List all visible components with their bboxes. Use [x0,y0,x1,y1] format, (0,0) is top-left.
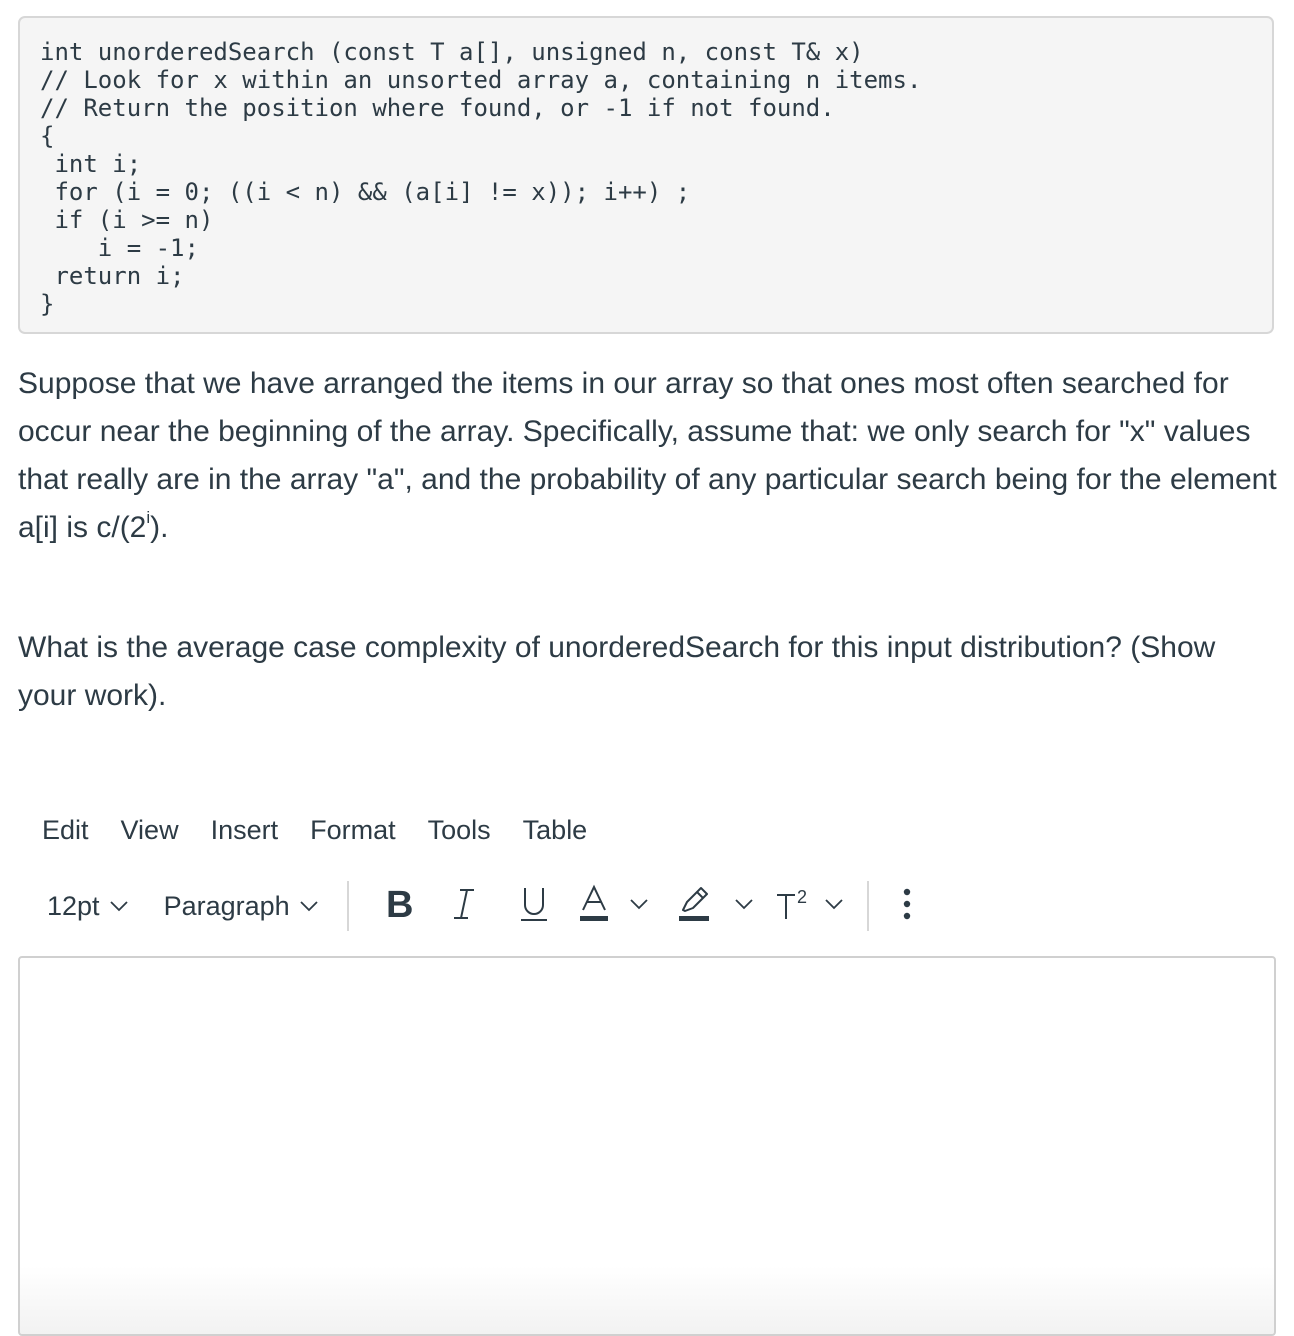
toolbar-divider [867,881,869,931]
svg-text:2: 2 [796,886,807,907]
superscript-button[interactable] [769,876,819,936]
text-color-dropdown[interactable] [619,876,659,936]
menu-tools[interactable]: Tools [427,814,491,845]
menu-edit[interactable]: Edit [42,814,89,845]
block-format-dropdown[interactable] [147,876,337,936]
code-block [18,16,1274,334]
italic-button[interactable] [429,876,499,936]
code-line: for (i = 0; ((i < n) && (a[i] != x)); i++) ; [40,178,691,206]
editor-toolbar [30,876,927,936]
underline-icon [519,885,549,928]
code-line: i = -1; [40,234,199,262]
code-line: } [40,290,55,318]
font-size-value: 12pt [47,890,100,921]
code-line: int unorderedSearch (const T a[], unsigned n, const T& x) [40,38,864,66]
chevron-down-icon [733,893,755,920]
italic-icon [451,886,477,927]
question-paragraph-1 [18,360,1278,552]
bold-button[interactable] [369,876,429,936]
code-line: // Look for x within an unsorted array a, containing n items. [40,66,922,94]
underline-button[interactable] [499,876,569,936]
more-vertical-icon [902,886,912,927]
superscript-icon [774,886,814,927]
question-text-end: ). [150,511,169,544]
question-paragraph-2: What is the average case complexity of unorderedSearch for this input distribution? (Show your work). [18,631,1216,712]
text-color-icon [578,884,610,929]
answer-editor-area[interactable] [18,956,1276,1336]
block-format-value: Paragraph [163,890,290,921]
code-line: { [40,122,55,150]
chevron-down-icon [108,895,130,917]
highlight-icon [677,884,711,929]
svg-text:B: B [385,885,414,922]
code-line: if (i >= n) [40,206,214,234]
font-size-dropdown[interactable] [30,876,147,936]
chevron-down-icon [298,895,320,917]
chevron-down-icon [628,893,650,920]
code-line: // Return the position where found, or -1 if not found. [40,94,835,122]
chevron-down-icon [823,893,845,920]
text-color-button[interactable] [569,876,619,936]
superscript-dropdown[interactable] [819,876,849,936]
menu-insert[interactable]: Insert [210,814,279,845]
editor-menubar [26,810,603,850]
menu-view[interactable]: View [120,814,179,845]
more-button[interactable] [887,876,927,936]
code-line: return i; [40,262,185,290]
menu-format[interactable]: Format [310,814,396,845]
highlight-button[interactable] [659,876,729,936]
menu-table[interactable]: Table [522,814,588,845]
highlight-dropdown[interactable] [729,876,759,936]
question-text: Suppose that we have arranged the items in our array so that ones most often searched for occur near the beginning of the array. Specifically, assume that: we only search for "x" values that really are in the array "a", and the probability of any particular search being for the element a[i] is c/(2 [18,367,1277,544]
bold-icon [384,886,414,927]
code-line: int i; [40,150,142,178]
toolbar-divider [347,881,349,931]
superscript-exponent: i [146,508,151,527]
